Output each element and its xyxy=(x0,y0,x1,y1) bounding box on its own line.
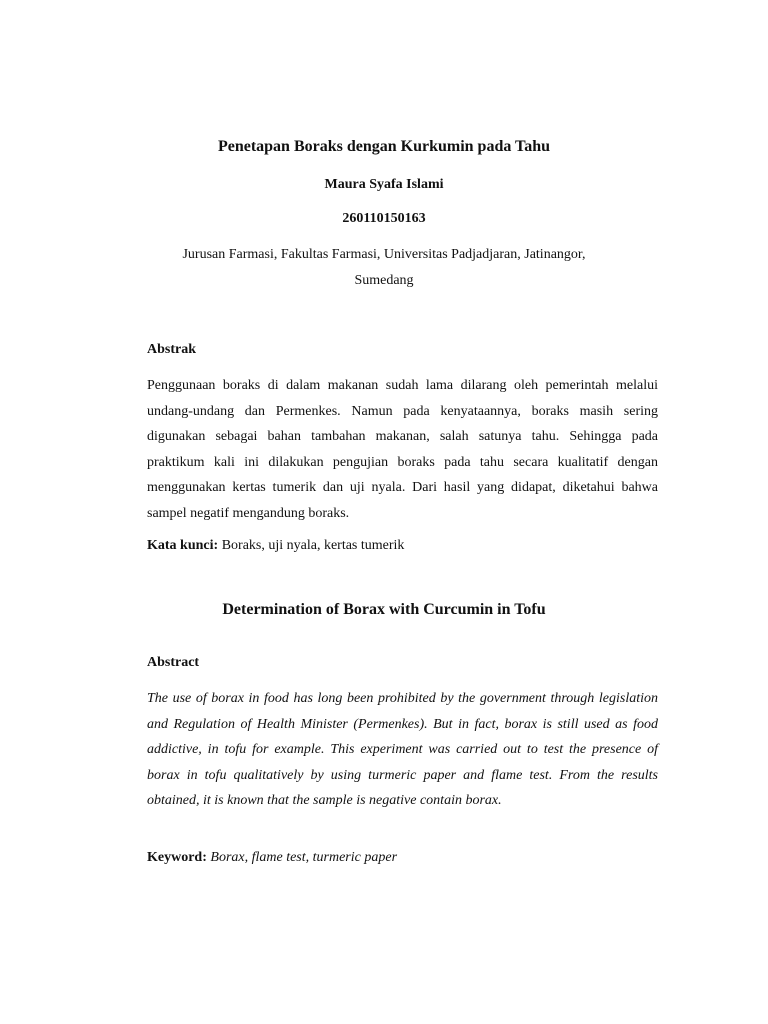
abstract-text-id: Penggunaan boraks di dalam makanan sudah lama dilarang oleh pemerintah melalui undang-undang dan Permenkes. Namun pada kenyataannya, boraks masih sering digunakan sebagai bahan tambahan makanan, salah satunya tahu. Sehingga pada praktikum kali ini dilakukan pengujian boraks pada tahu secara kualitatif dengan menggunakan kertas tumerik dan uji nyala. Dari hasil yang didapat, diketahui bahwa sampel negatif mengandung boraks. xyxy=(147,378,658,521)
keywords-id xyxy=(147,538,404,554)
keywords-en xyxy=(147,850,397,866)
abstract-heading-en: Abstract xyxy=(147,655,200,670)
paper-title: Penetapan Boraks dengan Kurkumin pada Tahu xyxy=(217,138,551,155)
keywords-text-en: Borax, flame test, turmeric paper xyxy=(210,850,398,865)
english-title: Determination of Borax with Curcumin in Tofu xyxy=(222,601,546,618)
affiliation-line-2: Sumedang xyxy=(354,273,414,288)
keywords-text-id: Boraks, uji nyala, kertas tumerik xyxy=(221,538,405,553)
keywords-label-en: Keyword: xyxy=(147,850,207,865)
student-id: 260110150163 xyxy=(342,211,426,226)
affiliation-line-1: Jurusan Farmasi, Fakultas Farmasi, Universitas Padjadjaran, Jatinangor, xyxy=(182,247,586,262)
abstract-text-en: The use of borax in food has long been prohibited by the government through legislation and Regulation of Health Minister (Permenkes). But in fact, borax is still used as food addictive, in tofu for example. This experiment was carried out to test the presence of borax in tofu qualitatively by using turmeric paper and flame test. From the results obtained, it is known that the sample is negative contain borax. xyxy=(147,691,658,808)
affiliation xyxy=(0,242,768,294)
keywords-label-id: Kata kunci: xyxy=(147,538,219,553)
abstract-heading-id: Abstrak xyxy=(147,342,197,357)
author-name: Maura Syafa Islami xyxy=(324,177,444,192)
